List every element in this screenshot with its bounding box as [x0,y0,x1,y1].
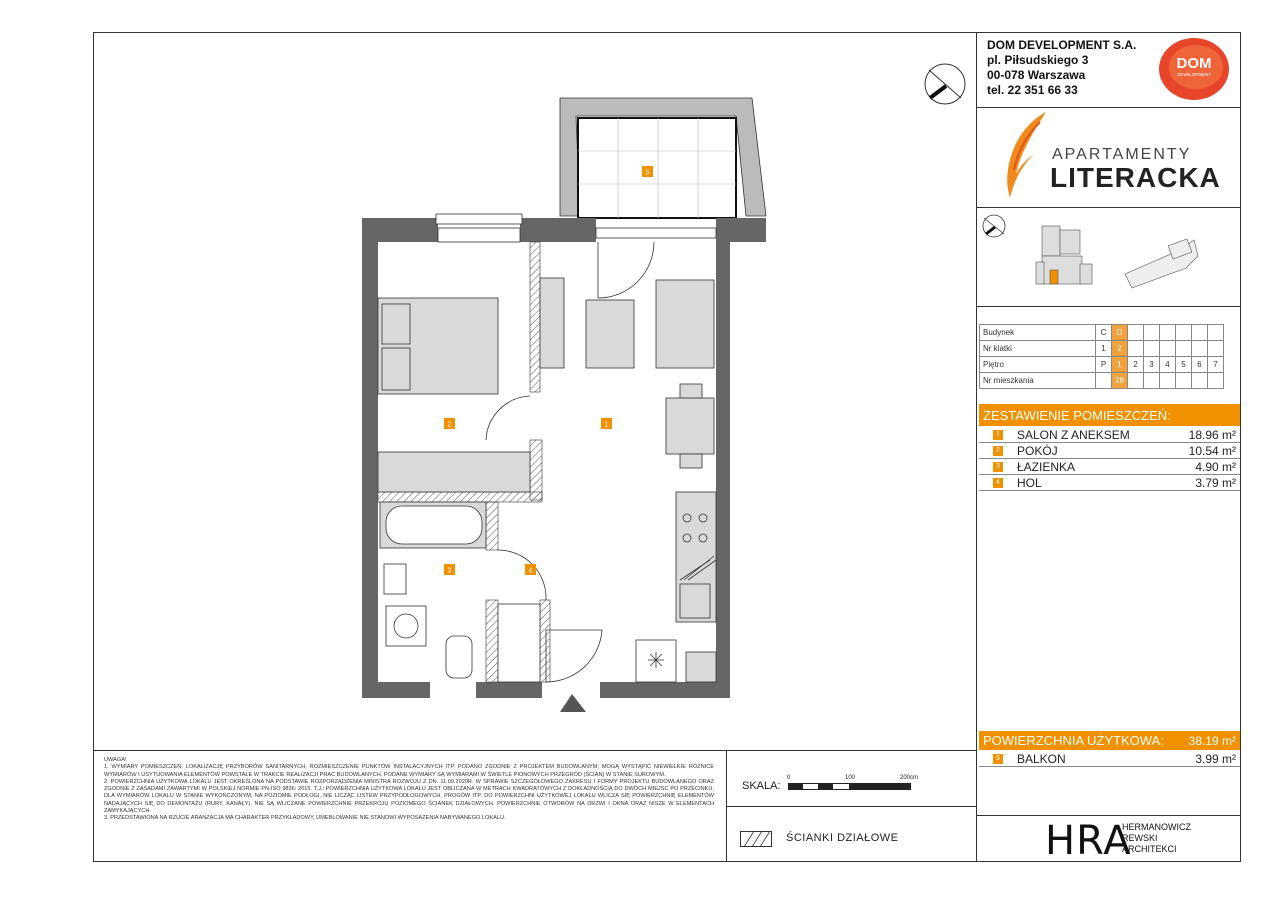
room-number: 3 [993,462,1003,472]
list-item [979,443,1240,459]
scale-bar [788,783,912,791]
balcony-row [979,751,1240,767]
divider-company [976,107,1241,108]
room-badge-1: 1 [604,421,609,429]
room-list [979,427,1240,491]
param-row [980,325,1224,341]
param-cell [1208,341,1224,357]
param-cell: 7 [1208,357,1224,373]
logo-subtext: DEVELOPMENT [1176,72,1212,77]
scale-label: SKALA: [742,780,781,792]
param-row [980,373,1224,389]
room-number: 2 [993,446,1003,456]
param-cell [1208,325,1224,341]
param-label: Nr klatki [980,341,1096,357]
room-number: 4 [993,478,1003,488]
notes-item-3: 3. PRZEDSTAWIONA NA RZUCIE ARANŻACJA MA CHARAKTER PRZYKŁADOWY, UMEBLOWANIE NIE STANOWI WYPOSAŻENIA NABYWANEGO LOKALU. [104,815,506,822]
param-cell: 3 [1144,357,1160,373]
room-badge-5: 5 [645,169,650,177]
list-item [979,427,1240,443]
room-area: 18.96 m² [1188,427,1236,442]
room-name: ŁAZIENKA [1017,459,1076,474]
company-street: pl. Piłsudskiego 3 [987,53,1089,67]
param-row [980,341,1224,357]
brand-line1: APARTAMENTY [1052,146,1192,163]
param-cell [1144,341,1160,357]
company-phone: tel. 22 351 66 33 [987,83,1078,97]
scale-tick-0: 0 [787,775,791,781]
param-cell [1176,341,1192,357]
feather-icon [1000,110,1052,200]
param-cell: 1 [1096,341,1112,357]
param-label: Piętro [980,357,1096,373]
unit-parameters-table [979,324,1224,389]
scale-tick-100: 100 [845,775,856,781]
room-area: 4.90 m² [1195,459,1236,474]
divider-architect [976,815,1241,816]
param-cell [1176,373,1192,389]
param-cell [1128,325,1144,341]
floor-plan [360,96,770,716]
list-item [979,751,1240,767]
summary-header [979,404,1240,426]
list-item [979,475,1240,491]
notes-item-2: 2. POWIERZCHNIA UŻYTKOWA LOKALU JEST OKREŚLONA NA PODSTAWIE ROZPORZĄDZENIA MINISTRA ROZWOJU Z DN. 11.09.2020R. W SPRAWIE SZCZEGÓŁOWEGO ZAKRESU I FORMY PROJEKTU BUDOWLANEGO ORAZ ZGODNIE Z ZASADAMI ZAWARTYMI W POLSKIEJ NORMIE PN-ISO 9836: 2015. T.J.: POWIERZCHNIA UŻYTKOWA LOKALU JEST OBLICZANA W METRACH KWADRATOWYCH Z DOKŁADNOŚCIĄ DO DWÓCH MIEJSC PO PRZECINKU, DLA WYMIARÓW LOKALU W STANIE WYKOŃCZONYM, NA POZIOMIE PODŁOGI, NIE LICZĄC LISTEW PRZYPODŁOGOWYCH, PROGÓW ITP. DO POWIERZCHNI UŻYTKOWEJ LOKALU WLICZA SIĘ POWIERZCHNIĘ ELEMENTÓW NADAJĄCYCH SIĘ DO DEMONTAŻU (RURY, KANAŁY), NIE SĄ WLICZANE POWIERZCHNIE PRZEKROJU POZIOMEGO ŚCIANEK DZIAŁOWYCH. POWIERZCHNIE OTWORÓW NA DRZWI I OKNA ORAZ NISZE W ELEMENTACH ZAMYKAJĄCYCH. [104,778,714,815]
divider-footer-scale [726,806,976,807]
param-cell: P [1096,357,1112,373]
architect-line2: REWSKI [1122,833,1158,843]
company-name: DOM DEVELOPMENT S.A. [987,38,1137,52]
scale-tick-200: 200cm [900,775,919,781]
brand-logo [1000,110,1230,202]
dom-development-logo [1156,36,1232,102]
param-cell [1192,325,1208,341]
total-area-label: POWIERZCHNIA UŻYTKOWA: [983,733,1164,748]
param-cell [1208,373,1224,389]
param-cell [1128,341,1144,357]
room-name: BALKON [1017,751,1066,766]
param-cell [1176,325,1192,341]
notes-item-1: 1. WYMIARY POMIESZCZEŃ, LOKALIZACJĘ PRZYBORÓW SANITARNYCH, ROZMIESZCZENIE PUNKTÓW INSTALACYJNYCH ITP. PODANO ZGODNIE Z PROJEKTEM BUDOWLANYM; MOGĄ WYSTĄPIĆ NIEWIELKIE RÓŻNICE WYMIARÓW I USYTUOWANIA ELEMENTÓW POWSTAŁE W TRAKCIE REALIZACJI PRAC BUDOWLANYCH. PODANE WYMIARY SĄ WYMIARAMI W ŚWIETLE PIONOWYCH PRZEGRÓD (ŚCIAN) W STANIE SUROWYM. [104,764,714,778]
room-name: HOL [1017,475,1042,490]
partition-hatch-icon [740,831,772,847]
param-cell [1192,341,1208,357]
legend-partition-label: ŚCIANKI DZIAŁOWE [786,832,899,844]
room-name: SALON Z ANEKSEM [1017,427,1130,442]
param-cell: 28 [1112,373,1128,389]
param-cell: 6 [1192,357,1208,373]
param-cell [1160,325,1176,341]
param-cell [1128,373,1144,389]
param-cell: 4 [1160,357,1176,373]
notes-title: UWAGA! [104,757,127,763]
company-info [987,38,1136,98]
architect-logo: HRA [1045,818,1132,864]
architect-line1: HERMANOWICZ [1122,822,1191,832]
room-badge-3: 3 [447,567,452,575]
divider-brand [976,207,1241,208]
param-label: Budynek [980,325,1096,341]
divider-footer [93,750,976,751]
param-cell [1096,373,1112,389]
total-area-value: 38.19 m² [1188,733,1236,748]
param-label: Nr mieszkania [980,373,1096,389]
brand-line2: LITERACKA [1050,162,1221,193]
notes-block [104,757,714,823]
param-cell [1192,373,1208,389]
room-number: 1 [993,430,1003,440]
balcony-area [560,98,766,218]
room-area: 3.79 m² [1195,475,1236,490]
summary-title: ZESTAWIENIE POMIESZCZEŃ: [983,408,1171,423]
divider-right-panel [976,32,977,862]
room-name: POKÓJ [1017,443,1058,458]
room-area: 3.99 m² [1195,751,1236,766]
room-badge-2: 2 [447,421,452,429]
param-row [980,357,1224,373]
param-cell: 2 [1128,357,1144,373]
company-city: 00-078 Warszawa [987,68,1086,82]
param-cell [1160,373,1176,389]
param-cell: C [1096,325,1112,341]
param-cell: 1 [1112,357,1128,373]
north-compass-icon [920,62,970,106]
logo-text: DOM [1176,55,1212,72]
room-number: 5 [993,754,1003,764]
architect-line3: ARCHITEKCI [1122,844,1177,854]
room-badge-4: 4 [528,567,533,575]
param-cell [1144,373,1160,389]
param-cell: D [1112,325,1128,341]
param-cell [1160,341,1176,357]
list-item [979,459,1240,475]
param-cell: 2 [1112,341,1128,357]
room-area: 10.54 m² [1188,443,1236,458]
total-area-bar [979,731,1240,750]
param-cell [1144,325,1160,341]
architect-names [1122,822,1191,855]
divider-keyplan [976,306,1241,307]
param-cell: 5 [1176,357,1192,373]
keyplan-map [980,212,1235,304]
